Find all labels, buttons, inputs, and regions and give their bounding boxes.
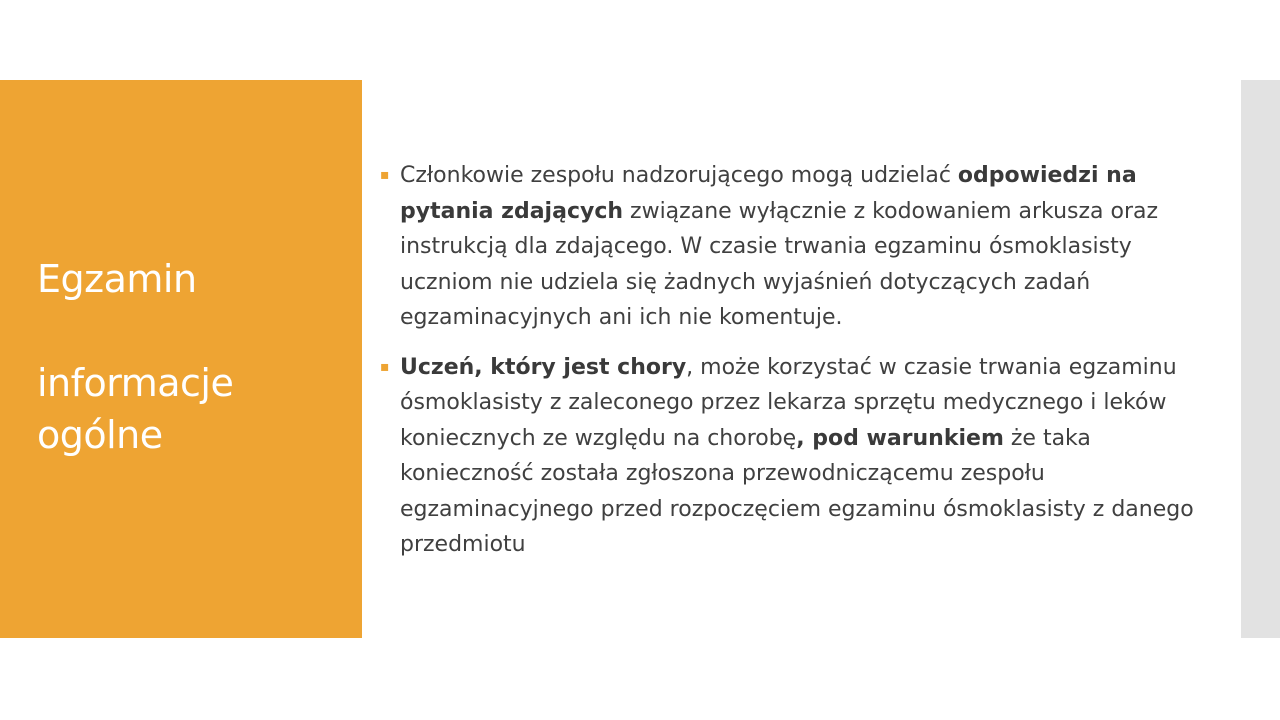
bullet-item-2 [380,350,1230,563]
slide-title [37,253,347,461]
content-body [380,158,1230,577]
title-line-3: ogólne [37,413,163,457]
bullet-1-text-rest: związane wyłącznie z kodowaniem arkusza oraz instrukcją dla zdającego. W czasie trwania egzaminu ósmoklasisty uczniom nie udziela się żadnych wyjaśnień dotyczących zadań egzaminacyjnych ani ich nie komentuje. [400,198,1159,330]
title-line-1: Egzamin [37,257,197,301]
bullet-1-bold-answers: odpowiedzi na pytania zdających [400,163,1137,224]
bullet-2-text-middle: , może korzystać w czasie trwania egzaminu ósmoklasisty z zaleconego przez lekarza sprzętu medycznego i leków koniecznych ze względu na chorobę [400,354,1177,451]
bullet-item-1 [380,158,1230,336]
title-spacer [37,305,347,357]
bullet-square-icon: ▪ [380,167,390,183]
bullet-2-bold-condition: , pod warunkiem [796,425,1004,451]
right-decorative-bar [1241,80,1280,638]
bullet-2-text-end: że taka konieczność została zgłoszona przewodniczącemu zespołu egzaminacyjnego przed rozpoczęciem egzaminu ósmoklasisty z danego przedmiotu [400,425,1194,557]
bullet-text-2 [400,350,1230,563]
bullet-square-icon: ▪ [380,358,390,375]
bullet-text-1 [400,158,1230,336]
bullet-1-text-start: Członkowie zespołu nadzorującego mogą udzielać [400,163,958,188]
bullet-2-bold-sick-student: Uczeń, który jest chory [400,354,687,380]
title-line-2: informacje [37,361,234,405]
